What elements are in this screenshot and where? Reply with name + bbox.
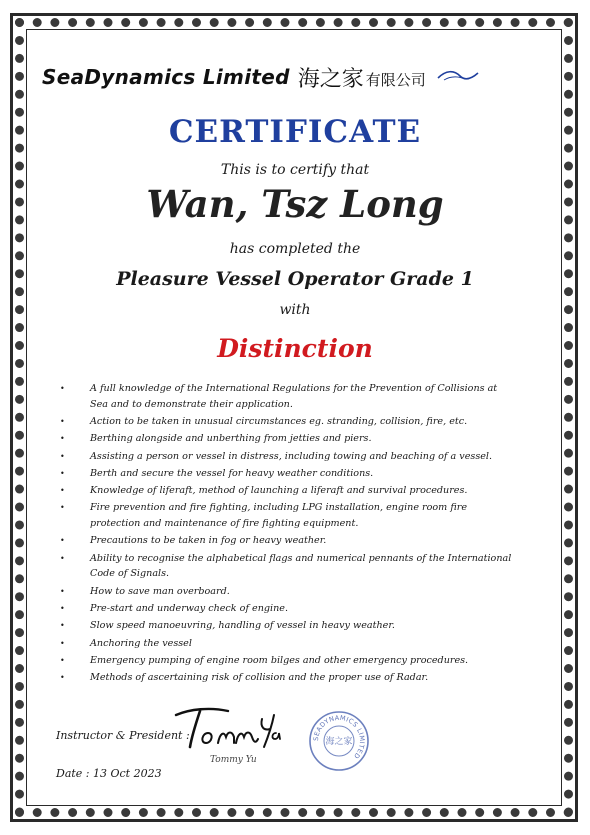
skill-text: How to save man overboard. [90, 585, 230, 597]
bullet-icon: • [60, 468, 65, 478]
skill-text: Pre-start and underway check of engine. [90, 603, 289, 615]
certify-line: This is to certify that [220, 162, 370, 178]
certificate-date: Date : 13 Oct 2023 [56, 767, 162, 780]
company-chinese-name: 海之家 [297, 66, 364, 92]
skills-list [58, 381, 518, 688]
skill-item [58, 449, 518, 465]
bullet-icon: • [60, 621, 65, 631]
bullet-icon: • [60, 553, 65, 563]
instructor-label: Instructor & President : [56, 729, 190, 742]
bullet-icon: • [60, 451, 65, 461]
company-name: SeaDynamics Limited [42, 65, 290, 89]
skill-item [58, 551, 518, 582]
skill-text: Ability to recognise the alphabetical flags and numerical pennants of the International Code of Signals. [90, 552, 512, 580]
skill-item [58, 500, 518, 531]
seal-text: SEADYNAMICS LIMITED [311, 713, 367, 761]
bullet-icon: • [60, 434, 65, 444]
skill-item [58, 618, 518, 634]
bullet-icon: • [60, 536, 65, 546]
bullet-icon: • [60, 486, 65, 496]
bullet-icon: • [60, 503, 65, 513]
bullet-icon: • [60, 417, 65, 426]
company-header [42, 60, 548, 94]
skill-text: Slow speed manoeuvring, handling of vessel in heavy weather. [90, 620, 395, 632]
company-chinese-suffix: 有限公司 [365, 71, 426, 89]
skill-item [58, 636, 518, 652]
seal-center-text: 海之家 [325, 737, 353, 747]
skill-text: Berth and secure the vessel for heavy weather conditions. [90, 467, 374, 479]
bullet-icon: • [60, 638, 65, 648]
skill-item [58, 533, 518, 549]
distinction-award: Distinction [217, 334, 373, 363]
signer-name: Tommy Yu [210, 755, 257, 765]
bullet-icon: • [60, 673, 65, 683]
skill-text: Action to be taken in unusual circumstances eg. stranding, collision, fire, etc. [90, 416, 468, 427]
skill-item [58, 670, 518, 686]
skill-text: Precautions to be taken in fog or heavy weather. [90, 535, 327, 547]
skill-text: Emergency pumping of engine room bilges and other emergency procedures. [90, 654, 469, 666]
company-seal-stamp [308, 710, 370, 772]
bullet-icon: • [60, 586, 65, 596]
bullet-icon: • [60, 384, 65, 393]
skill-item [58, 431, 518, 447]
certificate-title: CERTIFICATE [168, 114, 422, 150]
bullet-icon: • [60, 655, 65, 665]
wave-logo-icon [436, 65, 480, 89]
course-name: Pleasure Vessel Operator Grade 1 [116, 268, 474, 290]
skill-text: A full knowledge of the International Regulations for the Prevention of Collisions at Sea and to demonstrate their application. [90, 383, 498, 410]
skill-text: Assisting a person or vessel in distress, including towing and beaching of a vessel. [90, 450, 493, 462]
skill-item [58, 601, 518, 617]
skill-item [58, 584, 518, 600]
skill-text: Fire prevention and fire fighting, including LPG installation, engine room fire protection and maintenance of fire fighting equipment. [90, 502, 467, 530]
recipient-name: Wan, Tsz Long [146, 182, 444, 226]
skill-text: Berthing alongside and unberthing from jetties and piers. [90, 433, 372, 445]
completed-line: has completed the [229, 241, 361, 257]
skill-text: Knowledge of liferaft, method of launching a liferaft and survival procedures. [90, 485, 468, 497]
bullet-icon: • [60, 604, 65, 614]
with-line: with [279, 302, 311, 318]
skill-item [58, 466, 518, 482]
skill-item [58, 381, 518, 412]
skill-item [58, 414, 518, 430]
skill-text: Methods of ascertaining risk of collision and the proper use of Radar. [90, 672, 429, 684]
skill-item [58, 483, 518, 499]
skill-item [58, 653, 518, 669]
skill-text: Anchoring the vessel [90, 637, 192, 649]
signature-icon [170, 703, 300, 755]
